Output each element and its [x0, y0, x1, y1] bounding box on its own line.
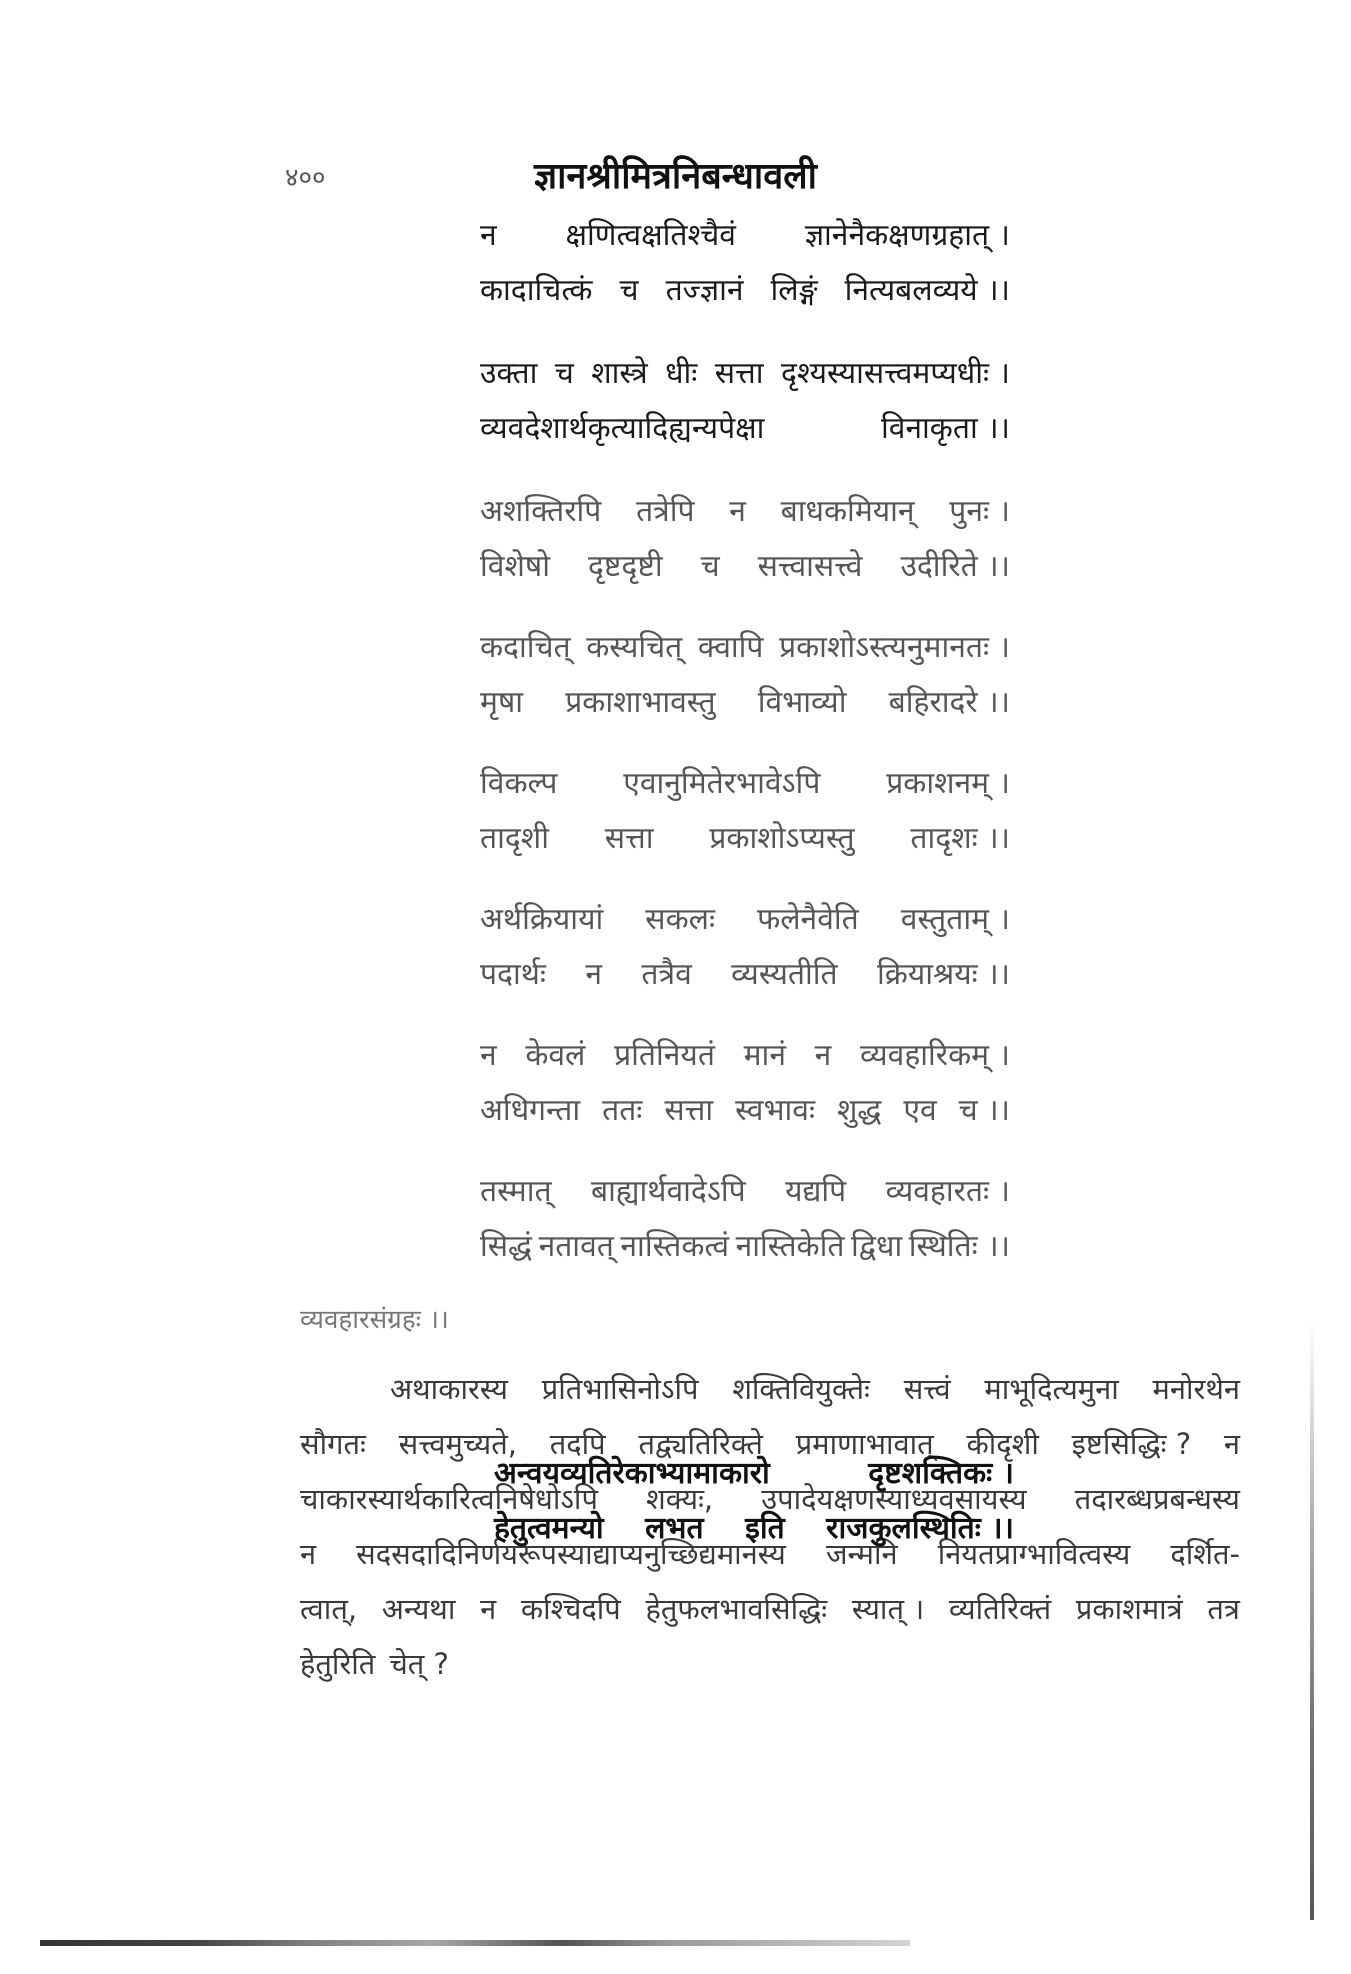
- word: मृषा: [480, 685, 524, 720]
- word: तादृशः ।।: [910, 821, 1010, 856]
- verse-line: [480, 484, 1010, 539]
- word: इति: [745, 1511, 785, 1546]
- verse-line: [480, 263, 1010, 318]
- running-title: ज्ञानश्रीमित्रनिबन्धावली: [534, 156, 817, 197]
- verse-block: [480, 756, 1010, 866]
- word: उपादेयक्षणस्याध्यवसायस्य: [761, 1482, 1027, 1516]
- verse-block: [480, 346, 1010, 456]
- word: तादृशी: [480, 821, 549, 856]
- word: केवलं: [525, 1038, 586, 1073]
- word: जन्मनि: [825, 1537, 898, 1571]
- word: दृष्टदृष्टी: [587, 549, 663, 584]
- word: माभूदित्यमुना: [984, 1372, 1119, 1406]
- word: इष्टसिद्धिः ?: [1071, 1427, 1192, 1461]
- word: कश्चिदपि: [520, 1592, 621, 1626]
- verse-line: [480, 892, 1010, 947]
- word: सत्त्वं: [903, 1372, 951, 1406]
- word: धीः: [665, 356, 698, 391]
- word: सत्ता: [604, 821, 654, 856]
- word: कदाचित्: [480, 630, 571, 665]
- word: अर्थक्रियायां: [480, 902, 604, 937]
- word: अधिगन्ता: [480, 1093, 581, 1128]
- word: त्वात्,: [300, 1592, 358, 1626]
- word: सत्ता: [714, 356, 764, 391]
- verse-line: [480, 675, 1010, 730]
- word: सत्त्वमुच्यते,: [398, 1427, 517, 1461]
- word: व्यवहारतः ।: [885, 1174, 1010, 1209]
- word: तद्व्यतिरिक्ते: [638, 1427, 763, 1461]
- word: शुद्ध: [837, 1093, 882, 1128]
- word: बहिरादरे ।।: [888, 685, 1010, 720]
- word: अथाकारस्य: [390, 1372, 508, 1406]
- verse-line: [480, 1164, 1010, 1219]
- word: न: [1223, 1427, 1240, 1461]
- word: ततः: [602, 1093, 643, 1128]
- verse-block: [480, 892, 1010, 1002]
- word: मानं: [743, 1038, 786, 1073]
- word: न: [814, 1038, 832, 1073]
- scan-bottom-rule: [40, 1940, 910, 1946]
- word: विकल्प: [480, 766, 558, 801]
- word: नित्यबलव्यये ।।: [844, 273, 1010, 308]
- word: एवानुमितेरभावेऽपि: [623, 766, 821, 801]
- word: च: [554, 356, 574, 391]
- word: अन्यथा: [381, 1592, 456, 1626]
- verse-line: [494, 1446, 1014, 1501]
- word: उक्ता: [480, 356, 538, 391]
- word: शक्तिवियुक्तेः: [732, 1372, 870, 1406]
- verse-block: [480, 620, 1010, 730]
- word: प्रकाशोऽप्यस्तु: [709, 821, 855, 856]
- prose-line: [300, 1637, 1240, 1692]
- word: क्षणित्वक्षतिश्चैवं: [565, 218, 736, 253]
- word: लभत: [645, 1511, 704, 1546]
- word: चाकारस्यार्थकारित्वनिषेधोऽपि: [300, 1482, 598, 1516]
- scan-edge-mark: [1310, 1320, 1314, 1920]
- word: हेतुफलभावसिद्धिः: [645, 1592, 828, 1626]
- word: राजकुलस्थितिः ।।: [826, 1511, 1014, 1546]
- verse-block: [480, 1028, 1010, 1138]
- verse-line: [480, 539, 1010, 594]
- word: ज्ञानेनैकक्षणग्रहात् ।: [804, 218, 1010, 253]
- word: कस्यचित्: [586, 630, 683, 665]
- word: शक्यः,: [646, 1482, 714, 1516]
- word: नास्तिकेति: [735, 1229, 845, 1264]
- word: स्वभावः: [735, 1093, 816, 1128]
- verse-block: [480, 1164, 1010, 1274]
- word: न: [480, 1038, 497, 1073]
- word: स्यात् ।: [851, 1592, 925, 1626]
- word: अन्वयव्यतिरेकाभ्यामाकारो: [494, 1456, 770, 1491]
- verse-block: [480, 484, 1010, 594]
- final-verse: [494, 1446, 1014, 1556]
- verse-line: [480, 346, 1010, 401]
- word: न: [300, 1537, 317, 1571]
- word: तत्र: [1207, 1592, 1240, 1626]
- word: दर्शित-: [1170, 1537, 1240, 1571]
- word: तज्ज्ञानं: [665, 273, 744, 308]
- word: प्रतिनियतं: [614, 1038, 715, 1073]
- word: न: [729, 494, 746, 529]
- word: एव: [903, 1093, 937, 1128]
- word: द्विधा: [850, 1229, 903, 1264]
- verse-line: [494, 1501, 1014, 1556]
- word: चेत् ?: [389, 1647, 449, 1681]
- word: च ।।: [958, 1093, 1010, 1128]
- verse-line: [480, 947, 1010, 1002]
- verse-line: [480, 620, 1010, 675]
- word: वस्तुताम् ।: [900, 902, 1010, 937]
- verse-line: [480, 401, 1010, 456]
- word: प्रमाणाभावात्: [795, 1427, 934, 1461]
- word: तत्रेपि: [636, 494, 695, 529]
- word: मनोरथेन: [1152, 1372, 1240, 1406]
- word: बाह्यार्थवादेऽपि: [591, 1174, 746, 1209]
- word: तत्रैव: [641, 957, 692, 992]
- word: तस्मात्: [480, 1174, 552, 1209]
- word: च: [700, 549, 720, 584]
- word: च: [619, 273, 639, 308]
- word: व्यवदेशार्थकृत्यादिह्यन्यपेक्षा: [480, 411, 765, 446]
- word: प्रकाशनम् ।: [886, 766, 1010, 801]
- word: फलेनैवेति: [757, 902, 859, 937]
- word: तदारब्धप्रबन्धस्य: [1074, 1482, 1240, 1516]
- word: सत्ता: [664, 1093, 714, 1128]
- word: लिङ्गं: [770, 273, 818, 308]
- word: स्थितिः ।।: [908, 1229, 1010, 1264]
- word: नतावत्: [538, 1229, 614, 1264]
- word: हेतुरिति: [300, 1647, 376, 1681]
- word: सिद्धं: [480, 1229, 533, 1264]
- word: प्रतिभासिनोऽपि: [541, 1372, 699, 1406]
- word: न: [480, 1592, 497, 1626]
- word: शास्त्रे: [591, 356, 648, 391]
- word: प्रकाशमात्रं: [1075, 1592, 1183, 1626]
- prose-line: [300, 1582, 1240, 1637]
- page-number: ४००: [285, 163, 326, 193]
- word: व्यवहारिकम् ।: [859, 1038, 1010, 1073]
- word: क्वापि: [697, 630, 764, 665]
- verse-line: [480, 811, 1010, 866]
- word: कीदृशी: [966, 1427, 1039, 1461]
- word: दृश्यस्यासत्त्वमप्यधीः ।: [780, 356, 1010, 391]
- word: सकलः: [645, 902, 716, 937]
- word: विनाकृता ।।: [880, 411, 1010, 446]
- verse-line: [480, 208, 1010, 263]
- word: अशक्तिरपि: [480, 494, 602, 529]
- word: विशेषो: [480, 549, 550, 584]
- word: व्यस्यतीति: [731, 957, 838, 992]
- verse-line: [480, 1028, 1010, 1083]
- word: कादाचित्कं: [480, 273, 593, 308]
- word: क्रियाश्रयः ।।: [877, 957, 1010, 992]
- word: प्रकाशाभावस्तु: [565, 685, 716, 720]
- word: नास्तिकत्वं: [620, 1229, 730, 1264]
- verse-line: [480, 756, 1010, 811]
- verse-block: [480, 208, 1010, 318]
- word: न: [480, 218, 497, 253]
- prose-line: [300, 1362, 1240, 1417]
- section-colophon: व्यवहारसंग्रहः ।।: [300, 1305, 449, 1335]
- word: उदीरिते ।।: [900, 549, 1010, 584]
- word: सौगतः: [300, 1427, 366, 1461]
- word: बाधकमियान्: [780, 494, 915, 529]
- word: यद्यपि: [785, 1174, 847, 1209]
- word: सत्त्वासत्त्वे: [757, 549, 863, 584]
- word: सदसदादिनिर्णयरूपस्याद्याप्यनुच्छिद्यमानस्य: [356, 1537, 786, 1571]
- word: प्रकाशोऽस्त्यनुमानतः ।: [779, 630, 1010, 665]
- word: व्यतिरिक्तं: [948, 1592, 1052, 1626]
- word: पुनः ।: [949, 494, 1010, 529]
- word: पदार्थः: [480, 957, 546, 992]
- word: दृष्टशक्तिकः ।: [868, 1456, 1014, 1491]
- verse-line: [480, 1083, 1010, 1138]
- verse-line: [480, 1219, 1010, 1274]
- word: नियतप्राग्भावित्वस्य: [937, 1537, 1131, 1571]
- word: विभाव्यो: [757, 685, 847, 720]
- word: न: [585, 957, 603, 992]
- word: हेतुत्वमन्यो: [494, 1511, 604, 1546]
- word: तदपि: [549, 1427, 606, 1461]
